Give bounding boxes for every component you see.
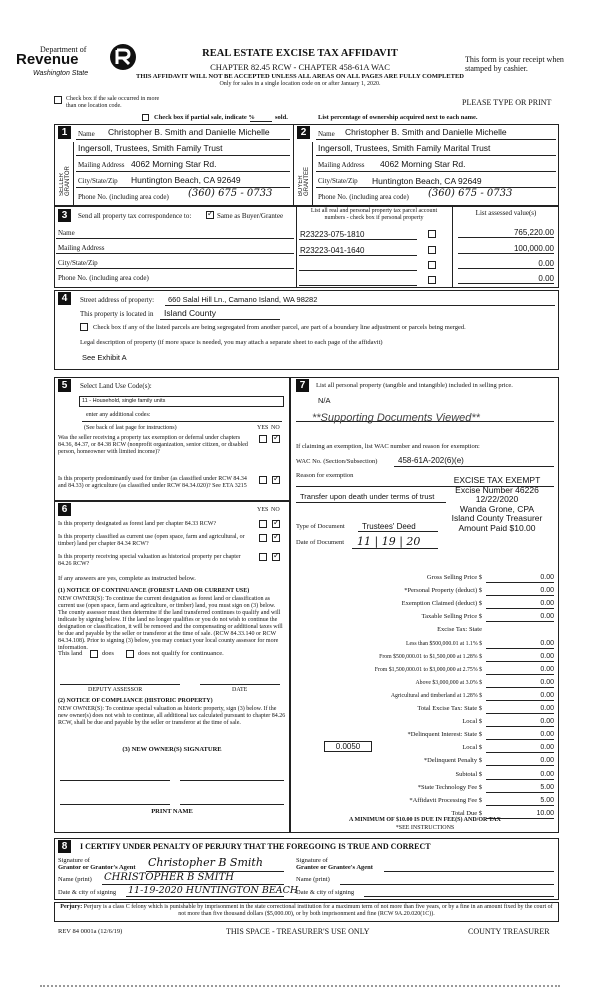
stamp-line-6: Amount Paid $10.00: [458, 522, 536, 533]
sec6-yes-label: YES: [257, 507, 269, 513]
same-as-buyer-label: Same as Buyer/Grantee: [217, 212, 284, 220]
assessed-value-2[interactable]: 100,000.00: [458, 244, 554, 254]
grantee-sig-label-1: Signature of: [296, 857, 328, 864]
buyer-side-label: BUYER GRANTEE: [298, 166, 310, 196]
sec6-q1-no-checkbox[interactable]: [272, 520, 280, 528]
land-use-value: 11 - Household, single family units: [82, 398, 166, 404]
sec6-q2-yes-checkbox[interactable]: [259, 534, 267, 542]
seller-side-label: SELLER GRANTOR: [59, 166, 71, 196]
calc-row-value[interactable]: 0.00: [486, 730, 554, 740]
calc-row-label: *Personal Property (deduct) $: [404, 587, 482, 594]
reason-label: Reason for exemption: [296, 472, 354, 479]
calc-row-label: Less than $500,000.01 at 1.1% $: [406, 641, 482, 647]
grantor-date-city-label: Date & city of signing: [58, 889, 117, 896]
perjury-label: Perjury:: [60, 904, 83, 910]
calc-row-value[interactable]: 10.00: [486, 809, 554, 819]
section-8-number: 8: [58, 840, 71, 853]
sec6-q3-no-checkbox[interactable]: [272, 553, 280, 561]
sec5-question-1: Was the seller receiving a property tax exemption or deferral under chapters 84.36, 84.37, or 84.38 RCW (nonprofit organization, senior citizen, or disabled person, homeowner with limited income)?: [58, 435, 248, 455]
section-6-number: 6: [58, 503, 71, 516]
calc-row-label: Exemption Claimed (deduct) $: [401, 600, 482, 607]
notice-1-body: NEW OWNER(S): To continue the current designation as forest land or classification as current use (open space, farm and agriculture, or timber) land, you must sign on (3) below. The county assessor must then determine if the land transferred continues to qualify and will indicate by signing below. If the land no longer qualifies or you do not wish to continue the designation or classification, it will be removed and the compensating or additional taxes will be due and payable by the seller or transferor at the time of sale. (RCW 84.33.140 or RCW 84.34.108). Prior to signing (3) below, you may contact your local county assessor for more information.: [58, 596, 283, 651]
grantee-sig-label-2: Grantee or Grantee's Agent: [296, 864, 373, 871]
sec5-q2-yes-checkbox[interactable]: [259, 476, 267, 484]
multi-location-checkbox[interactable]: [54, 96, 62, 104]
seller-name-line2[interactable]: Ingersoll, Trustees, Smith Family Trust: [78, 143, 223, 153]
calc-row-label: *State Technology Fee $: [417, 784, 482, 791]
seller-mailing[interactable]: 4062 Morning Star Rd.: [131, 159, 217, 169]
calc-row-value[interactable]: 0.00: [486, 639, 554, 649]
seller-phone-label: Phone No. (including area code): [78, 193, 169, 201]
land-does-not-label: does not qualify for continuance.: [138, 650, 224, 657]
send-correspondence-label: Send all property tax correspondence to:: [78, 212, 192, 220]
buyer-name-line1[interactable]: Christopher B. Smith and Danielle Michelle: [345, 127, 507, 137]
calc-row-value[interactable]: 5.00: [486, 796, 554, 806]
segregated-checkbox[interactable]: [80, 323, 88, 331]
grantee-date-city-label: Date & city of signing: [296, 889, 355, 896]
calc-row-value[interactable]: 0.00: [486, 717, 554, 727]
assessed-value-4[interactable]: 0.00: [458, 274, 554, 284]
form-title: REAL ESTATE EXCISE TAX AFFIDAVIT: [202, 48, 398, 59]
parcel-4-personal-checkbox[interactable]: [428, 276, 436, 284]
wac-label: WAC No. (Section/Subsection): [296, 458, 378, 465]
section-5-number: 5: [58, 379, 71, 392]
seller-city-label: City/State/Zip: [78, 177, 118, 185]
section-4-number: 4: [58, 292, 71, 305]
grantor-date-city[interactable]: 11-19-2020 HUNTINGTON BEACH: [128, 885, 299, 896]
stamp-line-5: Island County Treasurer: [451, 513, 543, 524]
assessed-header: List assessed value(s): [475, 209, 537, 217]
county-treasurer: COUNTY TREASURER: [468, 927, 550, 936]
personal-property[interactable]: N/A: [318, 396, 331, 405]
sec6-question-2: Is this property classified as current use (open space, farm and agricultural, or timber) land per chapter 84.34 RCW?: [58, 534, 245, 547]
calc-row-label: *Delinquent Interest: State $: [407, 731, 482, 738]
sec6-q1-yes-checkbox[interactable]: [259, 520, 267, 528]
segregated-label: Check box if any of the listed parcels are being segregated from another parcel, are part of a boundary line adjustment or parcels being merged.: [93, 324, 466, 331]
sec6-no-label: NO: [271, 507, 280, 513]
grantor-sig-label-1: Signature of: [58, 857, 90, 864]
supporting-docs-note: **Supporting Documents Viewed**: [312, 412, 480, 424]
additional-codes-label: enter any additional codes:: [86, 412, 151, 418]
personal-property-label: List all personal property (tangible and intangible) included in selling price.: [316, 382, 513, 389]
partial-sale-label: Check box if partial sale, indicate %: [154, 114, 255, 121]
calc-row-label: From $500,000.01 to $1,500,000 at 1.28% $: [379, 654, 482, 660]
notice-2-title: (2) NOTICE OF COMPLIANCE (HISTORIC PROPERTY): [58, 698, 213, 704]
sec5-question-2: Is this property predominantly used for timber (as classified under RCW 84.34 and 84.33) or agriculture (as classified under RCW 84.34.020)? See ETA 3215: [58, 476, 247, 489]
calc-row-label: *Delinquent Penalty $: [423, 757, 482, 764]
calc-row-label: Local $: [462, 744, 482, 751]
buyer-mailing[interactable]: 4062 Morning Star Rd.: [380, 159, 466, 169]
form-only-for: Only for sales in a single location code on or after January 1, 2020.: [219, 81, 381, 87]
calc-row-value[interactable]: 0.00: [486, 756, 554, 766]
calc-row-label: Subtotal $: [455, 771, 482, 778]
dept-state: Washington State: [33, 70, 89, 77]
sec3-name-label: Name: [58, 229, 75, 237]
sec5-q1-no-checkbox[interactable]: [272, 435, 280, 443]
partial-sale-checkbox[interactable]: [142, 114, 149, 121]
parcel-1[interactable]: R23223-075-1810: [300, 230, 365, 239]
street-label: Street address of property:: [80, 296, 155, 304]
calc-row-label: Total Excise Tax: State $: [417, 705, 482, 712]
multi-location-label: Check box if the sale occurred in more than one location code.: [66, 96, 160, 109]
calc-row-label: Above $3,000,000 at 3.0% $: [415, 680, 482, 686]
print-name-label: PRINT NAME: [151, 808, 193, 815]
parcel-2-personal-checkbox[interactable]: [428, 246, 436, 254]
buyer-name-label: Name: [318, 130, 335, 138]
buyer-city[interactable]: Huntington Beach, CA 92649: [372, 176, 482, 186]
calc-row-value[interactable]: 0.00: [486, 704, 554, 714]
stamp-line-3: 12/22/2020: [475, 494, 519, 505]
if-yes-note: If any answers are yes, complete as instructed below.: [58, 575, 196, 582]
section-2-number: 2: [297, 126, 310, 139]
seller-phone[interactable]: (360) 675 - 0733: [188, 188, 273, 199]
sec5-yes-label: YES: [257, 425, 269, 431]
form-chapter: CHAPTER 82.45 RCW - CHAPTER 458-61A WAC: [210, 62, 390, 72]
calc-row-value[interactable]: 0.00: [486, 691, 554, 701]
form-number: REV 84 0001a (12/6/19): [58, 928, 123, 935]
see-back-note: (See back of last page for instructions): [84, 425, 177, 431]
street-address[interactable]: 660 Salal Hill Ln., Camano Island, WA 98282: [168, 295, 318, 304]
calc-row-value[interactable]: 0.00: [486, 652, 554, 662]
this-land-label: This land: [58, 650, 83, 657]
calc-row-label: From $1,500,000.01 to $3,000,000 at 2.75% $: [374, 667, 482, 673]
ownership-note: List percentage of ownership acquired next to each name.: [318, 114, 478, 121]
buyer-mailing-label: Mailing Address: [318, 161, 365, 169]
deputy-date-label: DATE: [232, 687, 248, 693]
grantor-sig-label-2: Grantor or Grantor's Agent: [58, 864, 136, 871]
minimum-due-note: A MINIMUM OF $10.00 IS DUE IN FEE(S) AND/OR TAX: [349, 817, 501, 823]
land-does-not-checkbox[interactable]: [126, 650, 134, 658]
sec6-q3-yes-checkbox[interactable]: [259, 553, 267, 561]
sec5-no-label: NO: [271, 425, 280, 431]
grantor-signature[interactable]: Christopher B Smith: [148, 856, 263, 869]
parcel-header: List all real and personal property tax parcel account numbers - check box if personal property: [310, 208, 438, 221]
perjury-text: Perjury is a class C felony which is punishable by imprisonment in the state correctional institution for a maximum term of not more than five years, or by a fine in an amount fixed by the court of not more than five thousand dollars ($5,000.00), or by both imprisonment and fine (RCW 9A.20.020(1C)).: [83, 904, 553, 917]
please-type: PLEASE TYPE OR PRINT: [462, 98, 552, 107]
county[interactable]: Island County: [164, 308, 216, 318]
revenue-logo-icon: [108, 42, 138, 72]
partial-sale-sold: sold.: [275, 114, 288, 121]
grantor-name-print-label: Name (print): [58, 876, 92, 883]
stamp-line-1: EXCISE TAX EXEMPT: [453, 475, 541, 485]
section-6-box: [54, 501, 290, 833]
section-1-number: 1: [58, 126, 71, 139]
sec6-question-3: Is this property receiving special valuation as historical property per chapter 84.26 RCW?: [58, 554, 241, 567]
parcel-1-personal-checkbox[interactable]: [428, 230, 436, 238]
sec5-q2-no-checkbox[interactable]: [272, 476, 280, 484]
seller-name-line1[interactable]: Christopher B. Smith and Danielle Michelle: [108, 127, 270, 137]
calc-row-value[interactable]: 0.00: [486, 678, 554, 688]
parcel-3-personal-checkbox[interactable]: [428, 261, 436, 269]
wac-number[interactable]: 458-61A-202(6)(e): [398, 456, 464, 465]
parcel-2[interactable]: R23223-041-1640: [300, 246, 365, 255]
sec6-question-1: Is this property designated as forest land per chapter 84.33 RCW?: [58, 521, 217, 527]
deputy-assessor-label: DEPUTY ASSESSOR: [88, 687, 143, 693]
legal-label: Legal description of property (if more space is needed, you may attach a separate sheet to each page of the affidavit): [80, 339, 383, 346]
claim-exemption-label: If claiming an exemption, list WAC number and reason for exemption:: [296, 443, 480, 450]
sec6-q2-no-checkbox[interactable]: [272, 534, 280, 542]
calc-row-value[interactable]: 0.00: [486, 586, 554, 596]
land-does-checkbox[interactable]: [90, 650, 98, 658]
buyer-phone-label: Phone No. (including area code): [318, 193, 409, 201]
new-owner-sig-title: (3) NEW OWNER(S) SIGNATURE: [122, 746, 222, 753]
doc-type[interactable]: Trustees' Deed: [362, 522, 416, 531]
assessed-value-3[interactable]: 0.00: [458, 259, 554, 269]
local-rate: 0.0050: [335, 742, 361, 751]
calc-row-label: Gross Selling Price $: [426, 574, 482, 581]
assessed-value-1[interactable]: 765,220.00: [458, 228, 554, 238]
calc-row-label: Excise Tax: State: [437, 626, 482, 633]
treasurer-only: THIS SPACE - TREASURER'S USE ONLY: [226, 927, 370, 936]
stamp-line-2: Excise Number 46226: [455, 484, 539, 495]
notice-2-body: NEW OWNER(S): To continue special valuation as historic property, sign (3) below. If the new owner(s) does not wish to continue, all additional tax calculated pursuant to chapter 84.26 RCW, shall be due and payable by the seller or transferor at the time of sale.: [58, 706, 286, 726]
calc-row-value[interactable]: 0.00: [486, 770, 554, 780]
same-as-buyer-checkbox[interactable]: [206, 211, 214, 219]
seller-city[interactable]: Huntington Beach, CA 92649: [131, 175, 241, 185]
sec3-city-label: City/State/Zip: [58, 259, 98, 267]
certify-statement: I CERTIFY UNDER PENALTY OF PERJURY THAT THE FOREGOING IS TRUE AND CORRECT: [80, 842, 431, 851]
doc-type-label: Type of Document: [296, 523, 345, 530]
doc-date[interactable]: 11 | 19 | 20: [357, 535, 421, 548]
notice-1-title: (1) NOTICE OF CONTINUANCE (FOREST LAND OR CURRENT USE): [58, 588, 250, 594]
sec3-phone-label: Phone No. (including area code): [58, 274, 149, 282]
dept-name: Revenue: [16, 51, 79, 68]
calc-row-label: *Affidavit Processing Fee $: [409, 797, 482, 804]
calc-row-label: Agricultural and timberland at 1.28% $: [390, 693, 482, 699]
section-7-number: 7: [296, 379, 309, 392]
located-label: This property is located in: [80, 310, 154, 318]
calc-row-label: Taxable Selling Price $: [421, 613, 482, 620]
dept-line1: Department of: [40, 45, 87, 54]
calc-row-value[interactable]: 0.00: [486, 612, 554, 622]
legal-description[interactable]: See Exhibit A: [82, 353, 127, 362]
grantor-name-print[interactable]: CHRISTOPHER B SMITH: [104, 872, 234, 883]
sec3-mailing-label: Mailing Address: [58, 244, 105, 252]
seller-name-label: Name: [78, 130, 95, 138]
sec5-q1-yes-checkbox[interactable]: [259, 435, 267, 443]
buyer-city-label: City/State/Zip: [318, 177, 358, 185]
receipt-note: This form is your receipt when stamped by cashier.: [465, 55, 564, 73]
buyer-phone[interactable]: (360) 675 - 0733: [428, 188, 513, 199]
calc-row-label: Total Due $: [451, 810, 482, 817]
calc-row-label: Local $: [462, 718, 482, 725]
form-warning: THIS AFFIDAVIT WILL NOT BE ACCEPTED UNLESS ALL AREAS ON ALL PAGES ARE FULLY COMPLETED: [136, 73, 464, 80]
section-3-number: 3: [58, 209, 71, 222]
exemption-reason[interactable]: Transfer upon death under terms of trust: [300, 492, 435, 501]
seller-mailing-label: Mailing Address: [78, 161, 125, 169]
perjury-notice: [58, 904, 555, 918]
calc-row-value[interactable]: 0.00: [486, 743, 554, 753]
calc-row-value[interactable]: 0.00: [486, 599, 554, 609]
calc-row-value[interactable]: 0.00: [486, 665, 554, 675]
buyer-name-line2[interactable]: Ingersoll, Trustees, Smith Family Marital Trust: [318, 143, 491, 153]
calc-row-value[interactable]: 5.00: [486, 783, 554, 793]
grantee-name-print-label: Name (print): [296, 876, 330, 883]
calc-row-value[interactable]: 0.00: [486, 573, 554, 583]
land-use-label: Select Land Use Code(s):: [80, 382, 152, 390]
see-instructions-note: *SEE INSTRUCTIONS: [395, 825, 455, 831]
doc-date-label: Date of Document: [296, 539, 345, 546]
land-does-label: does: [102, 650, 114, 657]
stamp-line-4: Wanda Grone, CPA: [459, 503, 535, 514]
exempt-stamp: [438, 476, 556, 534]
